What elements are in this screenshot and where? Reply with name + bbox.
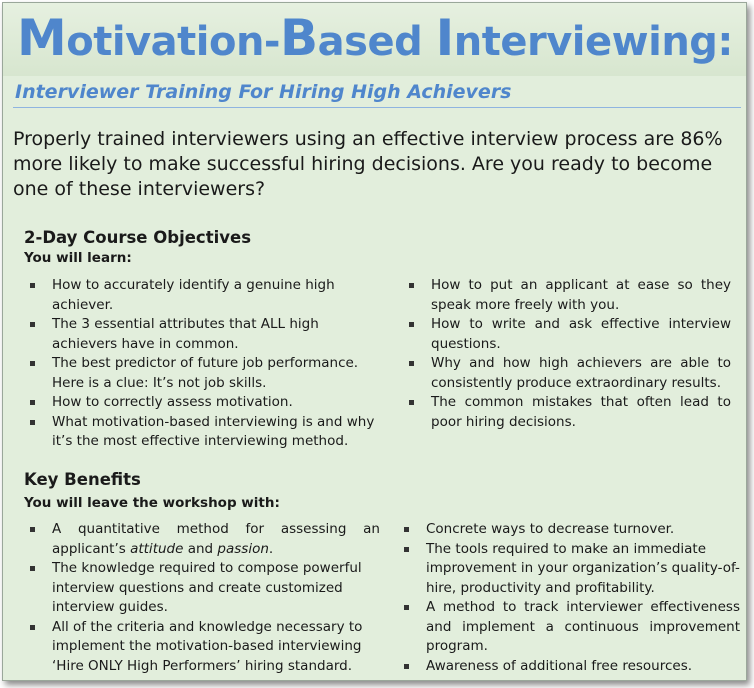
divider [13, 107, 741, 108]
bullet-icon [409, 283, 414, 288]
list-item: How to accurately identify a genuine high achiever. [30, 276, 382, 315]
bullet-icon [30, 322, 35, 327]
bullet-icon [409, 400, 414, 405]
subtitle: Interviewer Training For Hiring High Achievers [15, 81, 512, 103]
bullet-icon [30, 566, 35, 571]
bullet-icon [30, 361, 35, 366]
bullet-icon [30, 625, 35, 630]
objectives-lead: You will learn: [24, 250, 132, 266]
list-item: How to correctly assess motivation. [30, 393, 382, 413]
bullet-icon [30, 400, 35, 405]
objectives-left-list [30, 276, 382, 452]
bullet-icon [404, 664, 409, 669]
list-item: Concrete ways to decrease turnover. [404, 520, 740, 540]
bullet-icon [30, 420, 35, 425]
list-item: The knowledge required to compose powerful interview questions and create customized interview guides. [30, 559, 380, 618]
bullet-icon [30, 527, 35, 532]
list-item: The tools required to make an immediate improvement in your organization’s quality-of-hire, productivity and profitability. [404, 540, 740, 599]
list-item: A quantitative method for assessing an applicant’s attitude and passion. [30, 520, 380, 559]
bullet-icon [409, 322, 414, 327]
objectives-heading: 2-Day Course Objectives [24, 228, 252, 247]
bullet-icon [404, 547, 409, 552]
list-item: Why and how high achievers are able to consistently produce extraordinary results. [409, 354, 731, 393]
list-item: The best predictor of future job performance. Here is a clue: It’s not job skills. [30, 354, 382, 393]
intro-paragraph: Properly trained interviewers using an effective interview process are 86% more likely to make successful hiring decisions. Are you ready to become one of these interviewers? [13, 128, 723, 200]
list-item: Awareness of additional free resources. [404, 657, 740, 677]
benefits-left-list [30, 520, 380, 676]
benefits-right-list [404, 520, 740, 676]
bullet-icon [30, 283, 35, 288]
bullet-icon [409, 361, 414, 366]
bullet-icon [404, 605, 409, 610]
benefits-heading: Key Benefits [24, 470, 141, 489]
bullet-icon [404, 527, 409, 532]
benefits-lead: You will leave the workshop with: [24, 495, 280, 511]
list-item: How to write and ask effective interview questions. [409, 315, 731, 354]
flyer-card [2, 2, 747, 681]
list-item: The common mistakes that often lead to poor hiring decisions. [409, 393, 731, 432]
list-item: All of the criteria and knowledge necessary to implement the motivation-based interviewing ‘Hire ONLY High Performers’ hiring standard. [30, 618, 380, 677]
objectives-right-list [409, 276, 731, 432]
list-item: What motivation-based interviewing is and why it’s the most effective interviewing method. [30, 413, 382, 452]
list-item: How to put an applicant at ease so they speak more freely with you. [409, 276, 731, 315]
list-item: The 3 essential attributes that ALL high achievers have in common. [30, 315, 382, 354]
page-title: Motivation-Based Interviewing: [17, 9, 733, 67]
list-item: A method to track interviewer effectiveness and implement a continuous improvement program. [404, 598, 740, 657]
